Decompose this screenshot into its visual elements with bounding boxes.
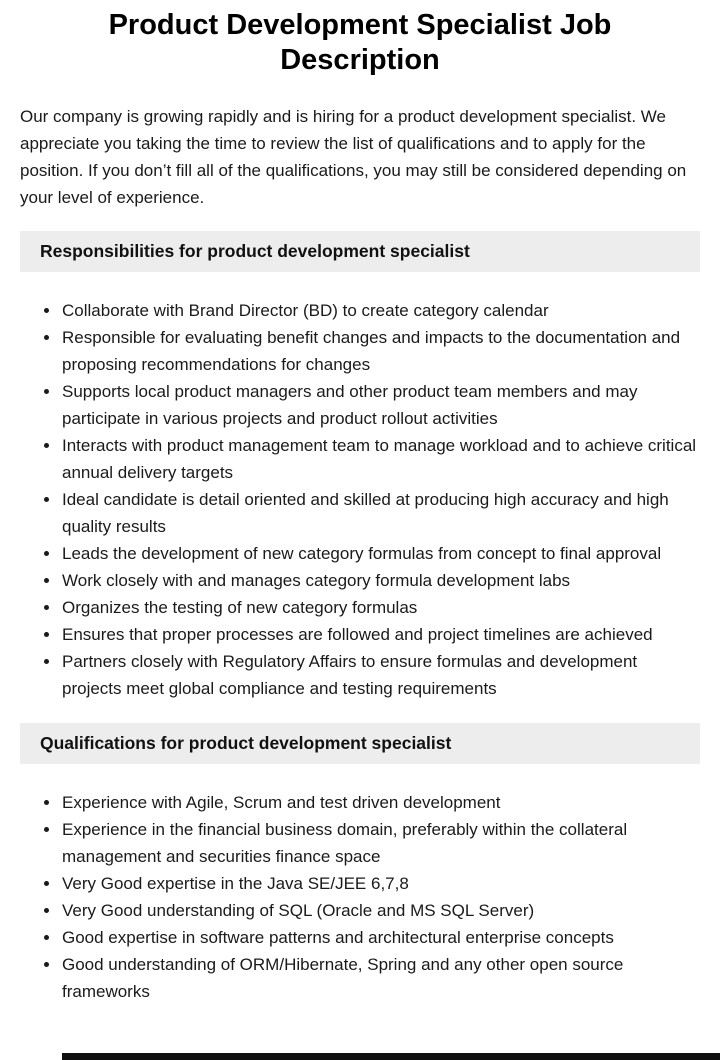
intro-paragraph: Our company is growing rapidly and is hiring for a product development specialist. We appreciate you taking the time to review the list of qualifications and to apply for the position. If you don’t fill all of the qualifications, you may still be considered depending on your level of experience. xyxy=(20,106,687,207)
list-item: • Organizes the testing of new category formulas xyxy=(61,594,700,621)
list-item: • Supports local product managers and other product team members and may participate in various projects and product rollout activities xyxy=(61,378,700,432)
list-item: • Experience with Agile, Scrum and test driven development xyxy=(61,789,700,816)
list-item: • Partners closely with Regulatory Affairs to ensure formulas and development projects meet global compliance and testing requirements xyxy=(61,648,700,702)
section-responsibilities xyxy=(20,231,700,702)
qualifications-section-header xyxy=(20,723,700,764)
list-item: • Very Good expertise in the Java SE/JEE 6,7,8 xyxy=(61,870,700,897)
list-item: • Responsible for evaluating benefit changes and impacts to the documentation and proposing recommendations for changes xyxy=(61,324,700,378)
list-item: • Good understanding of ORM/Hibernate, Spring and any other open source frameworks xyxy=(61,951,700,1005)
list-item: • Work closely with and manages category formula development labs xyxy=(61,567,700,594)
list-item: • Experience in the financial business domain, preferably within the collateral management and securities finance space xyxy=(61,816,700,870)
cutoff-dark-bar xyxy=(62,1053,720,1060)
list-item: • Very Good understanding of SQL (Oracle and MS SQL Server) xyxy=(61,897,700,924)
list-item: • Leads the development of new category formulas from concept to final approval xyxy=(61,540,700,567)
list-item: • Good expertise in software patterns and architectural enterprise concepts xyxy=(61,924,700,951)
list-item: • Collaborate with Brand Director (BD) to create category calendar xyxy=(61,297,700,324)
qualifications-list xyxy=(20,789,700,1005)
qualifications-heading: Qualifications for product development specialist xyxy=(40,732,452,753)
list-item: • Ideal candidate is detail oriented and skilled at producing high accuracy and high quality results xyxy=(61,486,700,540)
responsibilities-list xyxy=(20,297,700,702)
list-item: • Interacts with product management team to manage workload and to achieve critical annual delivery targets xyxy=(61,432,700,486)
responsibilities-section-header xyxy=(20,231,700,272)
page-title: Product Development Specialist Job Description xyxy=(108,9,612,77)
responsibilities-heading: Responsibilities for product development specialist xyxy=(40,240,470,261)
section-qualifications xyxy=(20,723,700,1005)
list-item: • Ensures that proper processes are followed and project timelines are achieved xyxy=(61,621,700,648)
